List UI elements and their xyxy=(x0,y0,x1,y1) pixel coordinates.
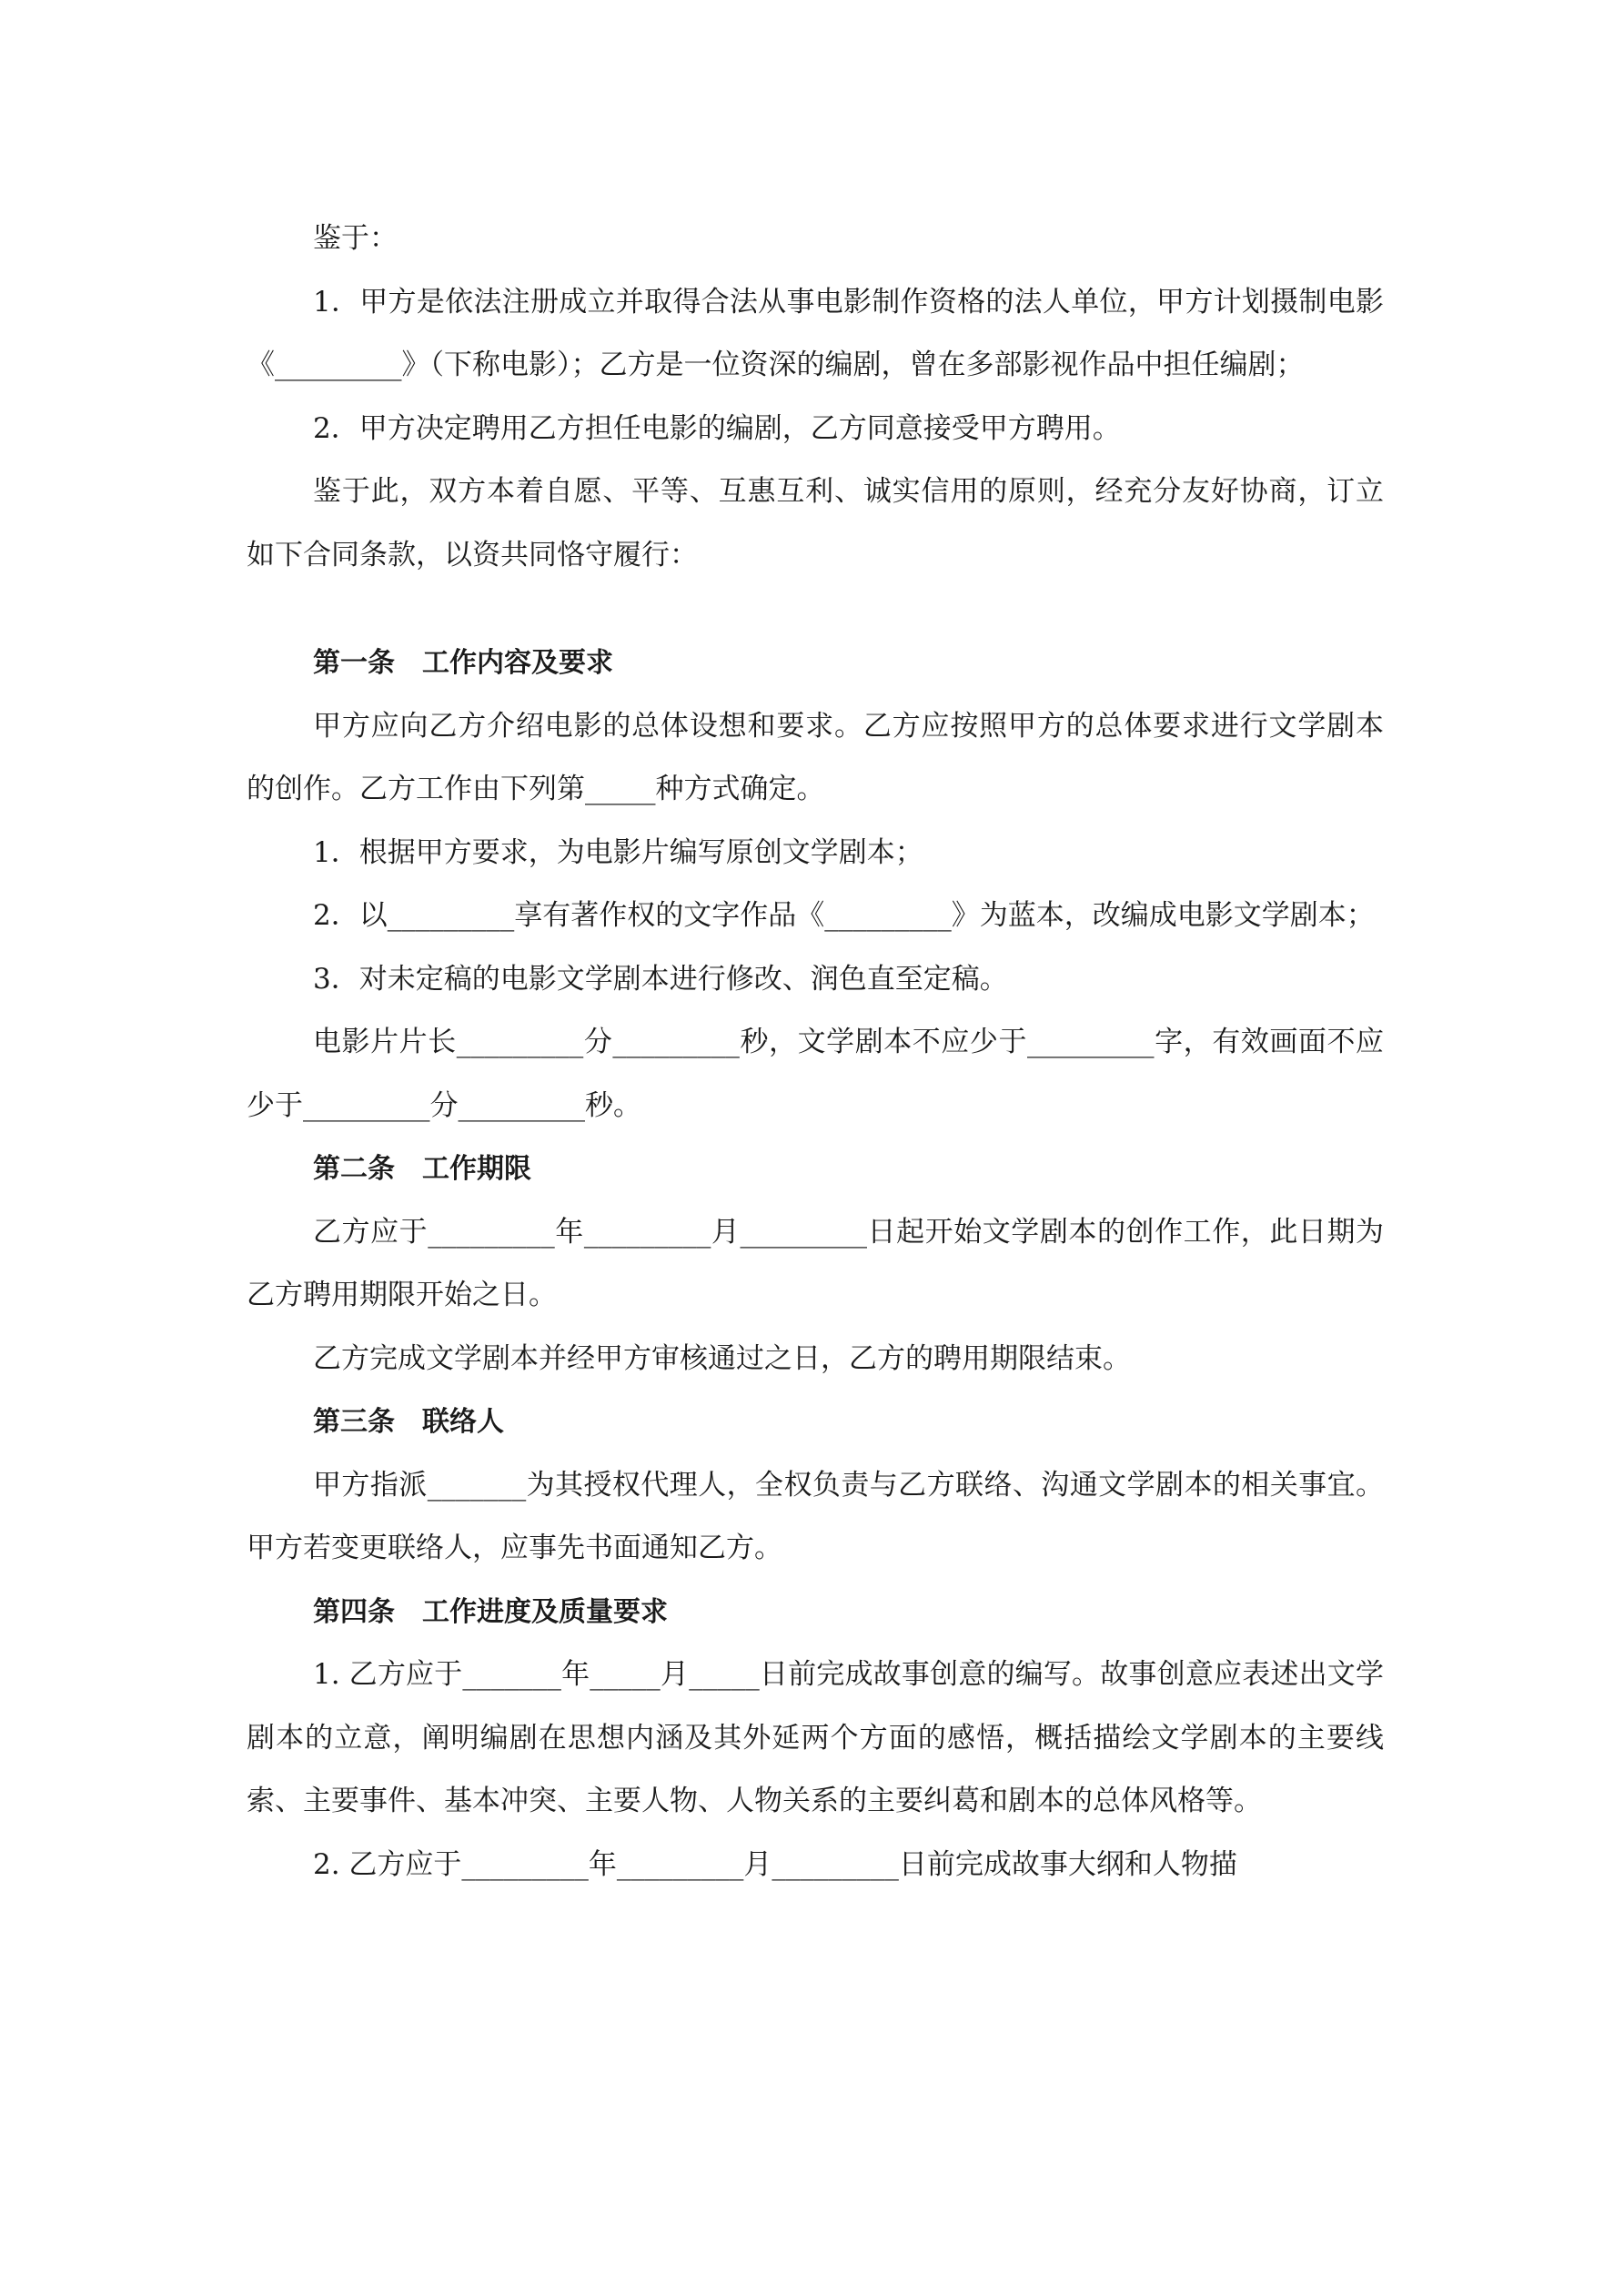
section-gap xyxy=(247,587,1384,632)
article-2-paragraph-2: 乙方完成文学剧本并经甲方审核通过之日，乙方的聘用期限结束。 xyxy=(313,1341,1131,1375)
article-4-item-1: 1. 乙方应于_______年_____月_____日前完成故事创意的编写。故事创意应表述出文学剧本的立意，阐明编剧在思想内涵及其外延两个方面的感悟，概括描绘文学剧本的主要线索、主要事件、基本冲突、主要人物、人物关系的主要纠葛和剧本的总体风格等。 xyxy=(247,1658,1384,1817)
article-1-option-1: 1．根据甲方要求，为电影片编写原创文学剧本； xyxy=(313,835,923,869)
whereas-item-1: 1．甲方是依法注册成立并取得合法从事电影制作资格的法人单位，甲方计划摄制电影《_________》（下称电影）；乙方是一位资深的编剧，曾在多部影视作品中担任编剧； xyxy=(247,285,1384,381)
document-body xyxy=(247,207,1384,1896)
article-1-option-3: 3．对未定稿的电影文学剧本进行修改、润色直至定稿。 xyxy=(313,962,1008,996)
whereas-label: 鉴于： xyxy=(313,222,398,255)
article-4-title: 第四条 工作进度及质量要求 xyxy=(313,1595,668,1628)
article-2-paragraph-1: 乙方应于_________年_________月_________日起开始文学剧本的创作工作，此日期为乙方聘用期限开始之日。 xyxy=(247,1215,1384,1311)
article-3-paragraph: 甲方指派_______为其授权代理人，全权负责与乙方联络、沟通文学剧本的相关事宜。甲方若变更联络人，应事先书面通知乙方。 xyxy=(247,1468,1384,1564)
article-3-title: 第三条 联络人 xyxy=(313,1406,504,1438)
article-1-length-requirement: 电影片片长_________分_________秒，文学剧本不应少于_________字，有效画面不应少于_________分_________秒。 xyxy=(247,1026,1384,1122)
article-1-paragraph: 甲方应向乙方介绍电影的总体设想和要求。乙方应按照甲方的总体要求进行文学剧本的创作。乙方工作由下列第_____种方式确定。 xyxy=(247,709,1384,805)
whereas-item-2: 2．甲方决定聘用乙方担任电影的编剧，乙方同意接受甲方聘用。 xyxy=(313,411,1121,445)
article-1-title: 第一条 工作内容及要求 xyxy=(313,647,613,679)
whereas-conclusion: 鉴于此，双方本着自愿、平等、互惠互利、诚实信用的原则，经充分友好协商，订立如下合同条款，以资共同恪守履行： xyxy=(247,475,1384,571)
article-2-title: 第二条 工作期限 xyxy=(313,1153,531,1185)
article-1-option-2: 2．以_________享有著作权的文字作品《_________》为蓝本，改编成电影文学剧本； xyxy=(313,899,1375,932)
article-4-item-2: 2. 乙方应于_________年_________月_________日前完成故事大纲和人物描 xyxy=(313,1847,1237,1881)
